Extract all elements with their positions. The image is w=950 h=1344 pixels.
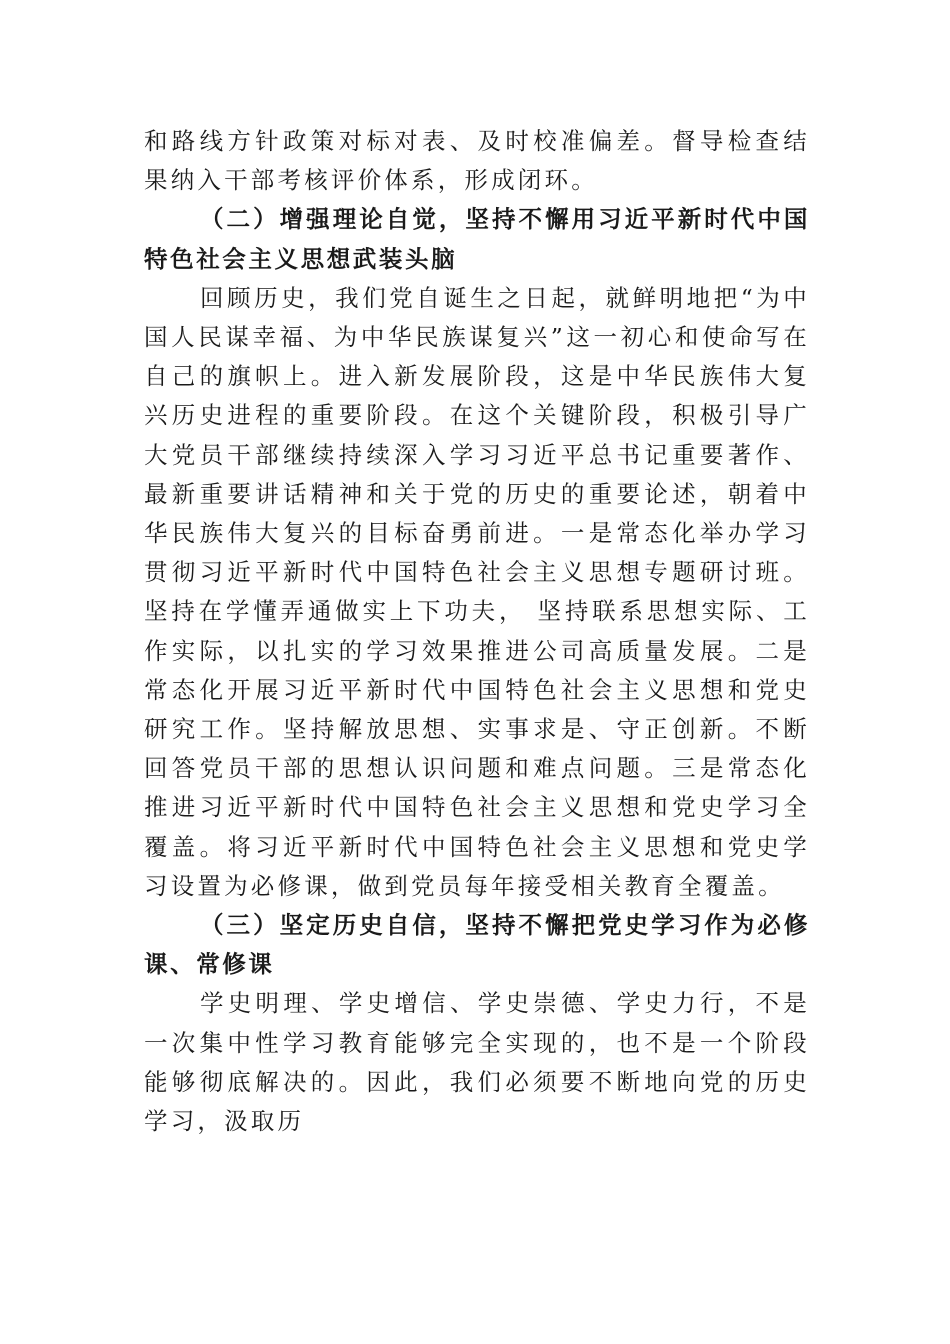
body-paragraph-theory: 回顾历史，我们党自诞生之日起，就鲜明地把“为中国人民谋幸福、为中华民族谋复兴”这一初心和使命写在自己的旗帜上。进入新发展阶段，这是中华民族伟大复兴历史进程的重要阶段。在这个关键阶段，积极引导广大党员干部继续持续深入学习习近平总书记重要著作、最新重要讲话精神和关于党的历史的重要论述，朝着中华民族伟大复兴的目标奋勇前进。一是常态化举办学习贯彻习近平新时代中国特色社会主义思想专题研讨班。坚持在学懂弄通做实上下功夫， 坚持联系思想实际、工作实际，以扎实的学习效果推进公司高质量发展。二是常态化开展习近平新时代中国特色社会主义思想和党史研究工作。坚持解放思想、实事求是、守正创新。不断回答党员干部的思想认识问题和难点问题。三是常态化推进习近平新时代中国特色社会主义思想和党史学习全覆盖。将习近平新时代中国特色社会主义思想和党史学习设置为必修课，做到党员每年接受相关教育全覆盖。 — [144, 283, 810, 900]
section-heading-3: （三）坚定历史自信，坚持不懈把党史学习作为必修课、常修课 — [144, 911, 810, 979]
body-paragraph-history: 学史明理、学史增信、学史崇德、学史力行，不是一次集中性学习教育能够完全实现的，也不是一个阶段能够彻底解决的。因此，我们必须要不断地向党的历史学习，汲取历 — [144, 989, 810, 1136]
section-heading-2: （二）增强理论自觉，坚持不懈用习近平新时代中国特色社会主义思想武装头脑 — [144, 205, 810, 273]
body-paragraph-continuation: 和路线方针政策对标对表、及时校准偏差。督导检查结果纳入干部考核评价体系，形成闭环。 — [144, 127, 810, 195]
document-body — [144, 122, 810, 1141]
